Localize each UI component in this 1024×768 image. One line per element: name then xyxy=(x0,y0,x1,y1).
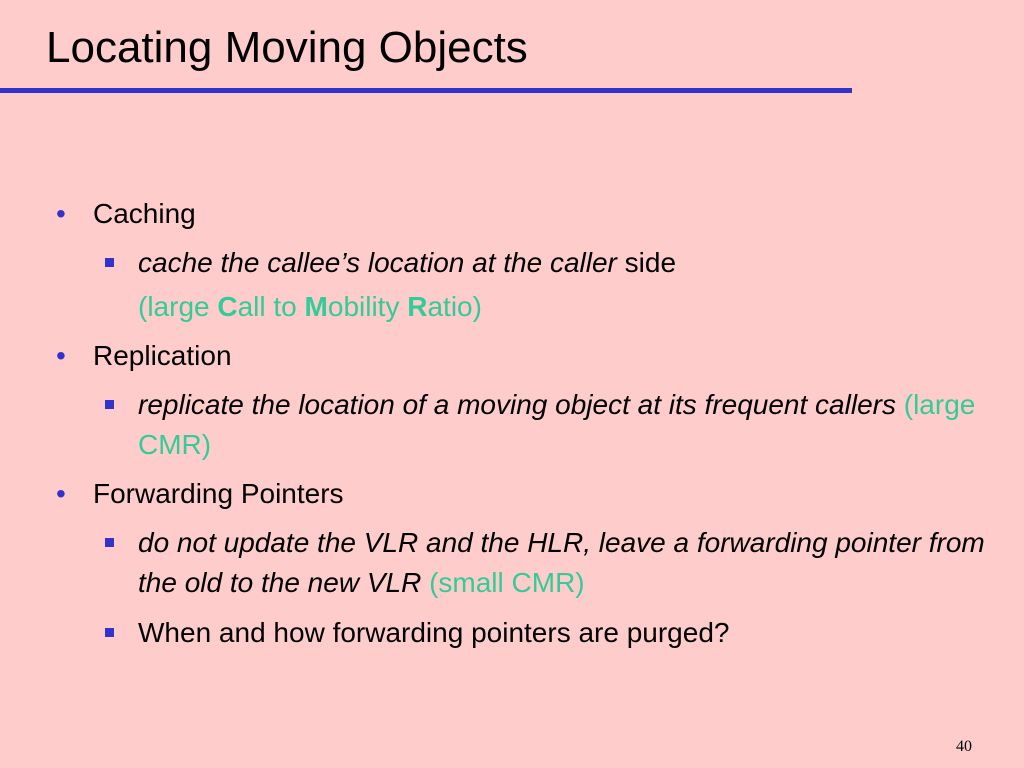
square-bullet-icon xyxy=(105,538,114,547)
cmr-text: atio) xyxy=(427,291,482,322)
slide-title: Locating Moving Objects xyxy=(46,23,528,72)
square-bullet-icon xyxy=(105,400,114,409)
bullet-forwarding-pointers xyxy=(56,475,996,513)
bullet-dot-icon: • xyxy=(56,340,66,371)
sub-bullet-forwarding-pointer xyxy=(56,523,996,603)
cmr-letter-c: C xyxy=(217,291,238,322)
bullet-label: Replication xyxy=(93,340,232,371)
sub-bullet-green: (small CMR) xyxy=(421,567,585,598)
sub-bullet-purge-question xyxy=(56,613,996,653)
sub-bullet-italic: do not update the VLR and the HLR, leave a forwarding pointer from the old to the new VLR xyxy=(138,527,985,598)
cmr-letter-r: R xyxy=(407,291,428,322)
square-bullet-icon xyxy=(105,258,114,267)
bullet-replication xyxy=(56,337,996,375)
title-underline xyxy=(0,88,852,93)
square-bullet-icon xyxy=(105,628,114,637)
bullet-label: Caching xyxy=(93,198,196,229)
cmr-text: (large xyxy=(138,291,218,322)
sub-bullet-italic: cache the callee’s location at the caller xyxy=(138,247,617,278)
sub-bullet-green: (large CMR) xyxy=(138,389,976,460)
slide-body xyxy=(56,195,996,663)
cmr-letter-m: M xyxy=(304,291,328,322)
sub-bullet-plain: side xyxy=(616,247,677,278)
cmr-text: all to xyxy=(237,291,305,322)
sub-bullet-replicate-location xyxy=(56,385,996,465)
sub-bullet-cmr-note xyxy=(56,287,996,327)
bullet-caching xyxy=(56,195,996,233)
sub-bullet-italic: replicate the location of a moving object at its frequent callers xyxy=(138,389,896,420)
bullet-dot-icon: • xyxy=(56,198,66,229)
page-number: 40 xyxy=(956,738,972,755)
cmr-text: obility xyxy=(327,291,408,322)
sub-bullet-plain: When and how forwarding pointers are purged? xyxy=(138,617,730,648)
bullet-dot-icon: • xyxy=(56,478,66,509)
bullet-label: Forwarding Pointers xyxy=(93,478,344,509)
sub-bullet-cache-location xyxy=(56,243,996,283)
